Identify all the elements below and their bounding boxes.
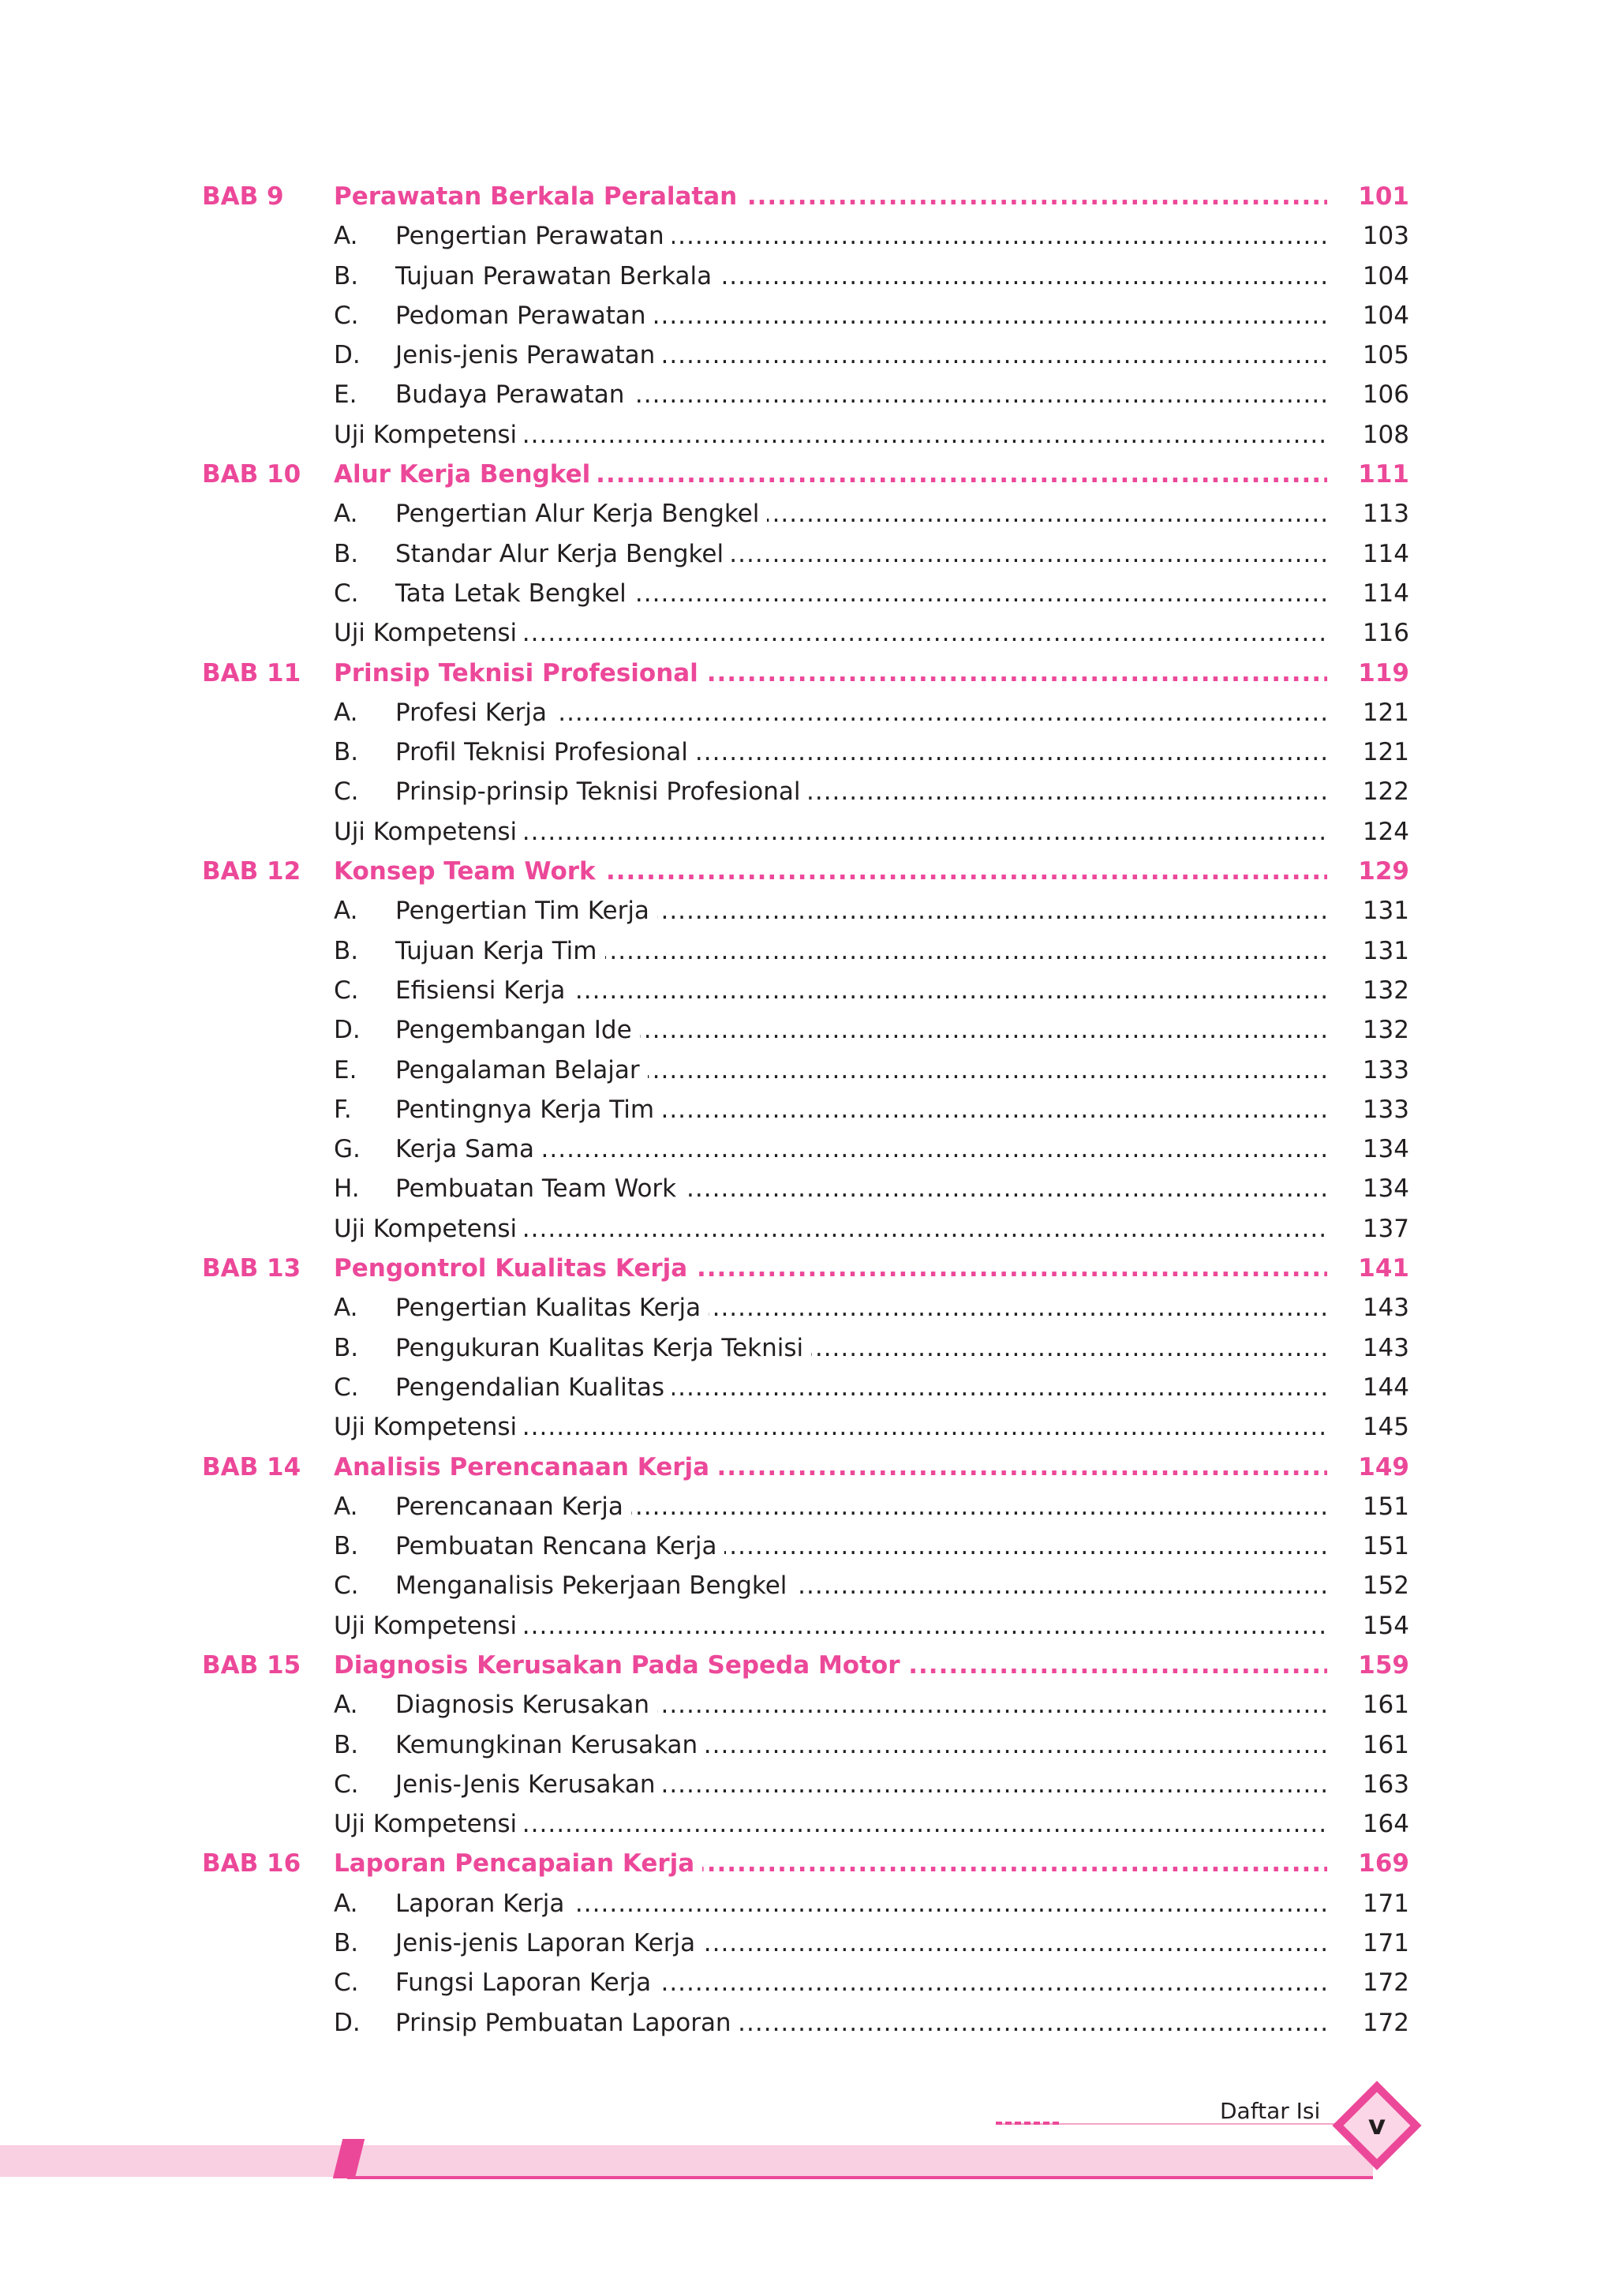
toc-entry-title: Uji Kompetensi [334, 1209, 525, 1249]
toc-chapter-row[interactable] [202, 654, 1409, 693]
toc-section-row[interactable] [202, 1090, 1409, 1129]
toc-entry-title: Pengembangan Ide [395, 1010, 640, 1050]
toc-chapter-number: BAB 14 [202, 1452, 301, 1481]
toc-section-letter: C. [334, 579, 359, 608]
toc-section-letter: F. [334, 1095, 352, 1124]
toc-page-number: 169 [1358, 1849, 1409, 1878]
toc-entry-title: Profil Teknisi Profesional [395, 732, 696, 772]
toc-chapter-number: BAB 15 [202, 1650, 301, 1680]
toc-page-number: 163 [1362, 1770, 1409, 1799]
toc-page-number: 133 [1362, 1095, 1409, 1124]
toc-entry-title: Prinsip-prinsip Teknisi Profesional [395, 772, 808, 811]
toc-entry-title: Pengukuran Kualitas Kerja Teknisi [395, 1328, 811, 1368]
toc-chapter-number: BAB 16 [202, 1849, 301, 1878]
toc-entry-title: Alur Kerja Bengkel [334, 455, 598, 494]
footer-dashes [996, 2122, 1059, 2125]
toc-section-letter: C. [334, 976, 359, 1005]
toc-section-letter: A. [334, 500, 358, 529]
toc-chapter-row[interactable] [202, 852, 1409, 891]
toc-page-number: 141 [1358, 1254, 1409, 1283]
toc-page-number: 137 [1362, 1214, 1409, 1243]
toc-page-number: 172 [1362, 2008, 1409, 2037]
toc-page-number: 171 [1362, 1929, 1409, 1958]
toc-entry-title: Diagnosis Kerusakan Pada Sepeda Motor [334, 1646, 908, 1685]
toc-page-number: 104 [1362, 261, 1409, 290]
toc-entry-title: Pedoman Perawatan [395, 296, 654, 335]
toc-section-letter: A. [334, 222, 358, 251]
toc-uji-row[interactable] [202, 415, 1409, 455]
toc-page-number: 161 [1362, 1730, 1409, 1759]
toc-entry-title: Uji Kompetensi [334, 1407, 525, 1447]
toc-uji-row[interactable] [202, 1407, 1409, 1447]
toc-section-row[interactable] [202, 1765, 1409, 1804]
toc-entry-title: Standar Alur Kerja Bengkel [395, 534, 731, 574]
toc-entry-title: Tujuan Perawatan Berkala [395, 257, 720, 296]
toc-section-row[interactable] [202, 1526, 1409, 1566]
toc-entry-title: Pengertian Alur Kerja Bengkel [395, 494, 767, 534]
toc-entry-title: Jenis-jenis Laporan Kerja [395, 1923, 703, 1963]
toc-section-row[interactable] [202, 375, 1409, 414]
toc-section-row[interactable] [202, 494, 1409, 534]
toc-chapter-number: BAB 12 [202, 857, 301, 886]
toc-section-row[interactable] [202, 1884, 1409, 1923]
toc-section-row[interactable] [202, 732, 1409, 772]
toc-page-number: 144 [1362, 1373, 1409, 1402]
toc-section-row[interactable] [202, 216, 1409, 256]
toc-section-row[interactable] [202, 1169, 1409, 1208]
toc-entry-title: Tata Letak Bengkel [395, 574, 634, 613]
toc-chapter-number: BAB 9 [202, 182, 284, 211]
toc-chapter-number: BAB 11 [202, 658, 301, 687]
toc-page-number: 105 [1362, 341, 1409, 370]
toc-page-number: 103 [1362, 222, 1409, 251]
toc-entry-title: Uji Kompetensi [334, 1606, 525, 1646]
toc-uji-row[interactable] [202, 613, 1409, 653]
page-footer [0, 2068, 1616, 2186]
toc-section-letter: D. [334, 2008, 361, 2037]
toc-page-number: 149 [1358, 1452, 1409, 1481]
toc-page-number: 132 [1362, 1016, 1409, 1045]
toc-page-number: 129 [1358, 857, 1409, 886]
toc-page-number: 114 [1362, 579, 1409, 608]
toc-entry-title: Pengalaman Belajar [395, 1051, 648, 1090]
toc-section-letter: D. [334, 1016, 361, 1045]
toc-page-number: 124 [1362, 817, 1409, 846]
toc-page-number: 151 [1362, 1492, 1409, 1521]
toc-page-number: 152 [1362, 1571, 1409, 1601]
toc-entry-title: Uji Kompetensi [334, 1804, 525, 1844]
toc-entry-title: Perencanaan Kerja [395, 1487, 631, 1526]
toc-entry-title: Tujuan Kerja Tim [395, 931, 605, 971]
toc-page-number: 145 [1362, 1413, 1409, 1442]
toc-page-number: 154 [1362, 1611, 1409, 1640]
toc-uji-row[interactable] [202, 812, 1409, 852]
toc-section-letter: A. [334, 1294, 358, 1323]
toc-page-number: 143 [1362, 1333, 1409, 1362]
toc-section-letter: C. [334, 777, 359, 807]
toc-page-number: 121 [1362, 698, 1409, 727]
toc-section-letter: A. [334, 1691, 358, 1720]
toc-section-row[interactable] [202, 1963, 1409, 2002]
toc-page-number: 132 [1362, 976, 1409, 1005]
toc-page-number: 114 [1362, 539, 1409, 568]
footer-section-label: Daftar Isi [1220, 2098, 1321, 2124]
page-number-badge [1334, 2082, 1420, 2169]
toc-entry-title: Diagnosis Kerusakan [395, 1685, 657, 1725]
toc-section-row[interactable] [202, 693, 1409, 732]
toc-entry-title: Kemungkinan Kerusakan [395, 1725, 705, 1765]
toc-entry-title: Uji Kompetensi [334, 812, 525, 852]
toc-section-row[interactable] [202, 534, 1409, 574]
toc-entry-title: Laporan Kerja [395, 1884, 572, 1923]
toc-section-row[interactable] [202, 891, 1409, 931]
footer-band [0, 2145, 1373, 2177]
toc-page-number: 134 [1362, 1135, 1409, 1164]
toc-page-number: 104 [1362, 301, 1409, 330]
toc-page-number: 171 [1362, 1889, 1409, 1918]
toc-chapter-number: BAB 10 [202, 460, 301, 489]
table-of-contents [202, 177, 1409, 2043]
toc-chapter-row[interactable] [202, 1646, 1409, 1685]
toc-page-number: 116 [1362, 619, 1409, 648]
toc-page-number: 106 [1362, 380, 1409, 410]
toc-section-letter: B. [334, 1333, 359, 1362]
toc-entry-title: Pembuatan Rencana Kerja [395, 1526, 724, 1566]
toc-entry-title: Pengendalian Kualitas [395, 1368, 672, 1407]
toc-page-number: 101 [1358, 182, 1409, 211]
toc-section-row[interactable] [202, 574, 1409, 613]
toc-entry-title: Pentingnya Kerja Tim [395, 1090, 662, 1129]
toc-entry-title: Pengertian Tim Kerja [395, 891, 657, 931]
toc-page-number: 133 [1362, 1055, 1409, 1084]
toc-page-number: 161 [1362, 1691, 1409, 1720]
toc-section-row[interactable] [202, 931, 1409, 971]
toc-section-letter: C. [334, 1571, 359, 1601]
toc-chapter-row[interactable] [202, 1844, 1409, 1883]
toc-entry-title: Analisis Perencanaan Kerja [334, 1448, 717, 1487]
toc-entry-title: Jenis-Jenis Kerusakan [395, 1765, 663, 1804]
toc-section-letter: B. [334, 1929, 359, 1958]
toc-page-number: 131 [1362, 936, 1409, 965]
toc-section-letter: B. [334, 936, 359, 965]
toc-entry-title: Budaya Perawatan [395, 375, 632, 414]
toc-section-row[interactable] [202, 1368, 1409, 1407]
toc-page-number: 164 [1362, 1810, 1409, 1839]
toc-entry-title: Profesi Kerja [395, 693, 555, 732]
toc-page-number: 119 [1358, 658, 1409, 687]
toc-section-row[interactable] [202, 1923, 1409, 1963]
toc-entry-title: Prinsip Pembuatan Laporan [395, 2003, 739, 2043]
toc-entry-title: Pengontrol Kualitas Kerja [334, 1249, 695, 1288]
toc-entry-title: Konsep Team Work [334, 852, 604, 891]
toc-page-number: 122 [1362, 777, 1409, 807]
toc-section-row[interactable] [202, 971, 1409, 1010]
toc-entry-title: Prinsip Teknisi Profesional [334, 654, 706, 693]
toc-section-letter: B. [334, 738, 359, 767]
toc-entry-title: Pengertian Kualitas Kerja [395, 1288, 709, 1328]
toc-section-letter: C. [334, 1968, 359, 1998]
toc-chapter-row[interactable] [202, 455, 1409, 494]
toc-section-row[interactable] [202, 1288, 1409, 1328]
toc-section-row[interactable] [202, 2003, 1409, 2043]
toc-section-letter: B. [334, 539, 359, 568]
footer-band-line [347, 2176, 1373, 2179]
toc-section-letter: A. [334, 1492, 358, 1521]
toc-section-letter: C. [334, 1770, 359, 1799]
toc-chapter-row[interactable] [202, 1448, 1409, 1487]
toc-section-letter: H. [334, 1174, 360, 1204]
toc-page-number: 113 [1362, 500, 1409, 529]
toc-entry-title: Perawatan Berkala Peralatan [334, 177, 745, 216]
toc-page-number: 134 [1362, 1174, 1409, 1204]
toc-uji-row[interactable] [202, 1606, 1409, 1646]
toc-section-row[interactable] [202, 1685, 1409, 1725]
toc-uji-row[interactable] [202, 1209, 1409, 1249]
toc-page-number: 121 [1362, 738, 1409, 767]
toc-chapter-row[interactable] [202, 177, 1409, 216]
toc-section-letter: A. [334, 698, 358, 727]
toc-section-letter: C. [334, 301, 359, 330]
toc-entry-title: Menganalisis Pekerjaan Bengkel [395, 1566, 795, 1605]
toc-section-letter: G. [334, 1135, 361, 1164]
toc-entry-title: Fungsi Laporan Kerja [395, 1963, 659, 2002]
toc-entry-title: Jenis-jenis Perawatan [395, 335, 663, 375]
toc-section-letter: E. [334, 380, 357, 410]
toc-section-letter: D. [334, 341, 361, 370]
toc-section-row[interactable] [202, 1566, 1409, 1605]
toc-entry-title: Kerja Sama [395, 1129, 542, 1169]
toc-entry-title: Pengertian Perawatan [395, 216, 672, 256]
toc-section-letter: A. [334, 897, 358, 926]
toc-section-row[interactable] [202, 257, 1409, 296]
toc-page-number: 172 [1362, 1968, 1409, 1998]
toc-entry-title: Laporan Pencapaian Kerja [334, 1844, 702, 1883]
toc-section-row[interactable] [202, 1725, 1409, 1765]
toc-page-number: 143 [1362, 1294, 1409, 1323]
toc-section-letter: A. [334, 1889, 358, 1918]
toc-section-row[interactable] [202, 335, 1409, 375]
toc-chapter-row[interactable] [202, 1249, 1409, 1288]
toc-section-row[interactable] [202, 1129, 1409, 1169]
toc-section-row[interactable] [202, 1051, 1409, 1090]
toc-entry-title: Pembuatan Team Work [395, 1169, 684, 1208]
toc-section-row[interactable] [202, 296, 1409, 335]
toc-entry-title: Uji Kompetensi [334, 415, 525, 455]
toc-section-letter: B. [334, 1730, 359, 1759]
toc-entry-title: Efisiensi Kerja [395, 971, 573, 1010]
toc-entry-title: Uji Kompetensi [334, 613, 525, 653]
toc-section-row[interactable] [202, 1487, 1409, 1526]
toc-page-number: 151 [1362, 1532, 1409, 1561]
toc-page-number: 131 [1362, 897, 1409, 926]
toc-page-number: 159 [1358, 1650, 1409, 1680]
toc-section-row[interactable] [202, 772, 1409, 811]
toc-section-letter: E. [334, 1055, 357, 1084]
toc-page-number: 108 [1362, 420, 1409, 449]
toc-section-letter: B. [334, 1532, 359, 1561]
toc-section-row[interactable] [202, 1328, 1409, 1368]
toc-section-letter: B. [334, 261, 359, 290]
toc-section-letter: C. [334, 1373, 359, 1402]
page-number: v [1367, 2110, 1386, 2141]
toc-section-row[interactable] [202, 1010, 1409, 1050]
toc-chapter-number: BAB 13 [202, 1254, 301, 1283]
toc-uji-row[interactable] [202, 1804, 1409, 1844]
toc-page-number: 111 [1358, 460, 1409, 489]
